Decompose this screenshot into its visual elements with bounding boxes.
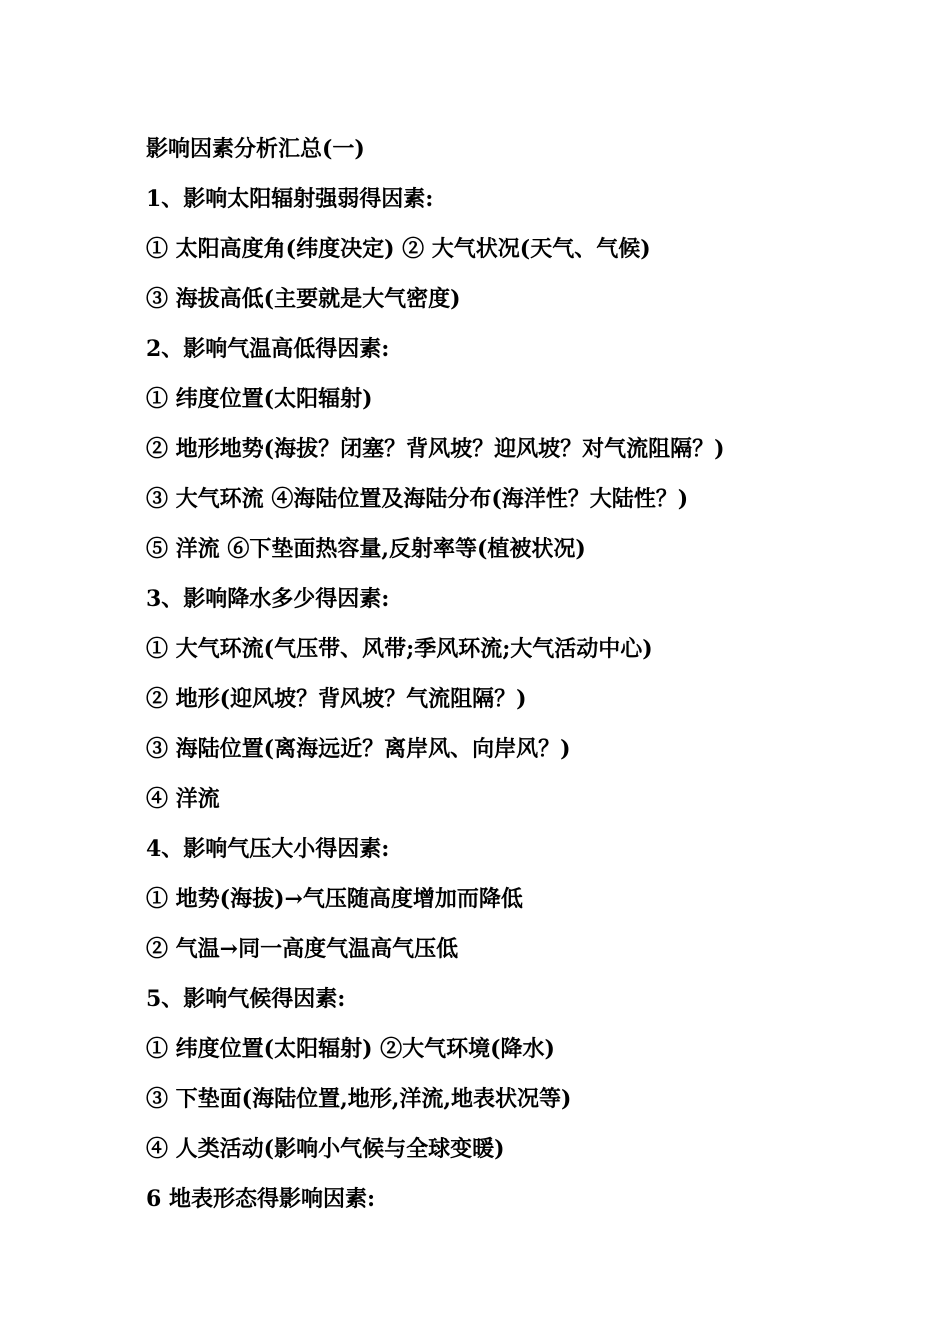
text-line: ③ 下垫面(海陆位置,地形,洋流,地表状况等) xyxy=(146,1086,572,1112)
text-line: ③ 大气环流 ④海陆位置及海陆分布(海洋性？大陆性？) xyxy=(146,486,689,512)
text-line: ② 地形地势(海拔？闭塞？背风坡？迎风坡？对气流阻隔？) xyxy=(146,436,725,462)
section-heading: 5、影响气候得因素: xyxy=(146,986,346,1012)
text-line: ① 纬度位置(太阳辐射) ②大气环境(降水) xyxy=(146,1036,555,1062)
section-heading: 6 地表形态得影响因素: xyxy=(146,1186,376,1212)
section-heading: 2、影响气温高低得因素: xyxy=(146,336,390,362)
text-line: ① 地势(海拔)→气压随高度增加而降低 xyxy=(146,886,523,912)
section-heading: 4、影响气压大小得因素: xyxy=(146,836,390,862)
text-line: ① 大气环流(气压带、风带;季风环流;大气活动中心) xyxy=(146,636,653,662)
document-title: 影响因素分析汇总(一) xyxy=(146,136,365,162)
text-line: ② 地形(迎风坡？背风坡？气流阻隔？) xyxy=(146,686,527,712)
document-body xyxy=(146,130,906,1230)
text-line: ③ 海陆位置(离海远近？离岸风、向岸风？) xyxy=(146,736,571,762)
section-heading: 1、影响太阳辐射强弱得因素: xyxy=(146,186,434,212)
section-heading: 3、影响降水多少得因素: xyxy=(146,586,390,612)
text-line: ⑤ 洋流 ⑥下垫面热容量,反射率等(植被状况) xyxy=(146,536,586,562)
text-line: ③ 海拔高低(主要就是大气密度) xyxy=(146,286,461,312)
text-line: ② 气温→同一高度气温高气压低 xyxy=(146,936,459,962)
text-line: ④ 人类活动(影响小气候与全球变暖) xyxy=(146,1136,505,1162)
text-line: ④ 洋流 xyxy=(146,786,220,812)
text-line: ① 纬度位置(太阳辐射) xyxy=(146,386,373,412)
text-line: ① 太阳高度角(纬度决定) ② 大气状况(天气、气候) xyxy=(146,236,651,262)
